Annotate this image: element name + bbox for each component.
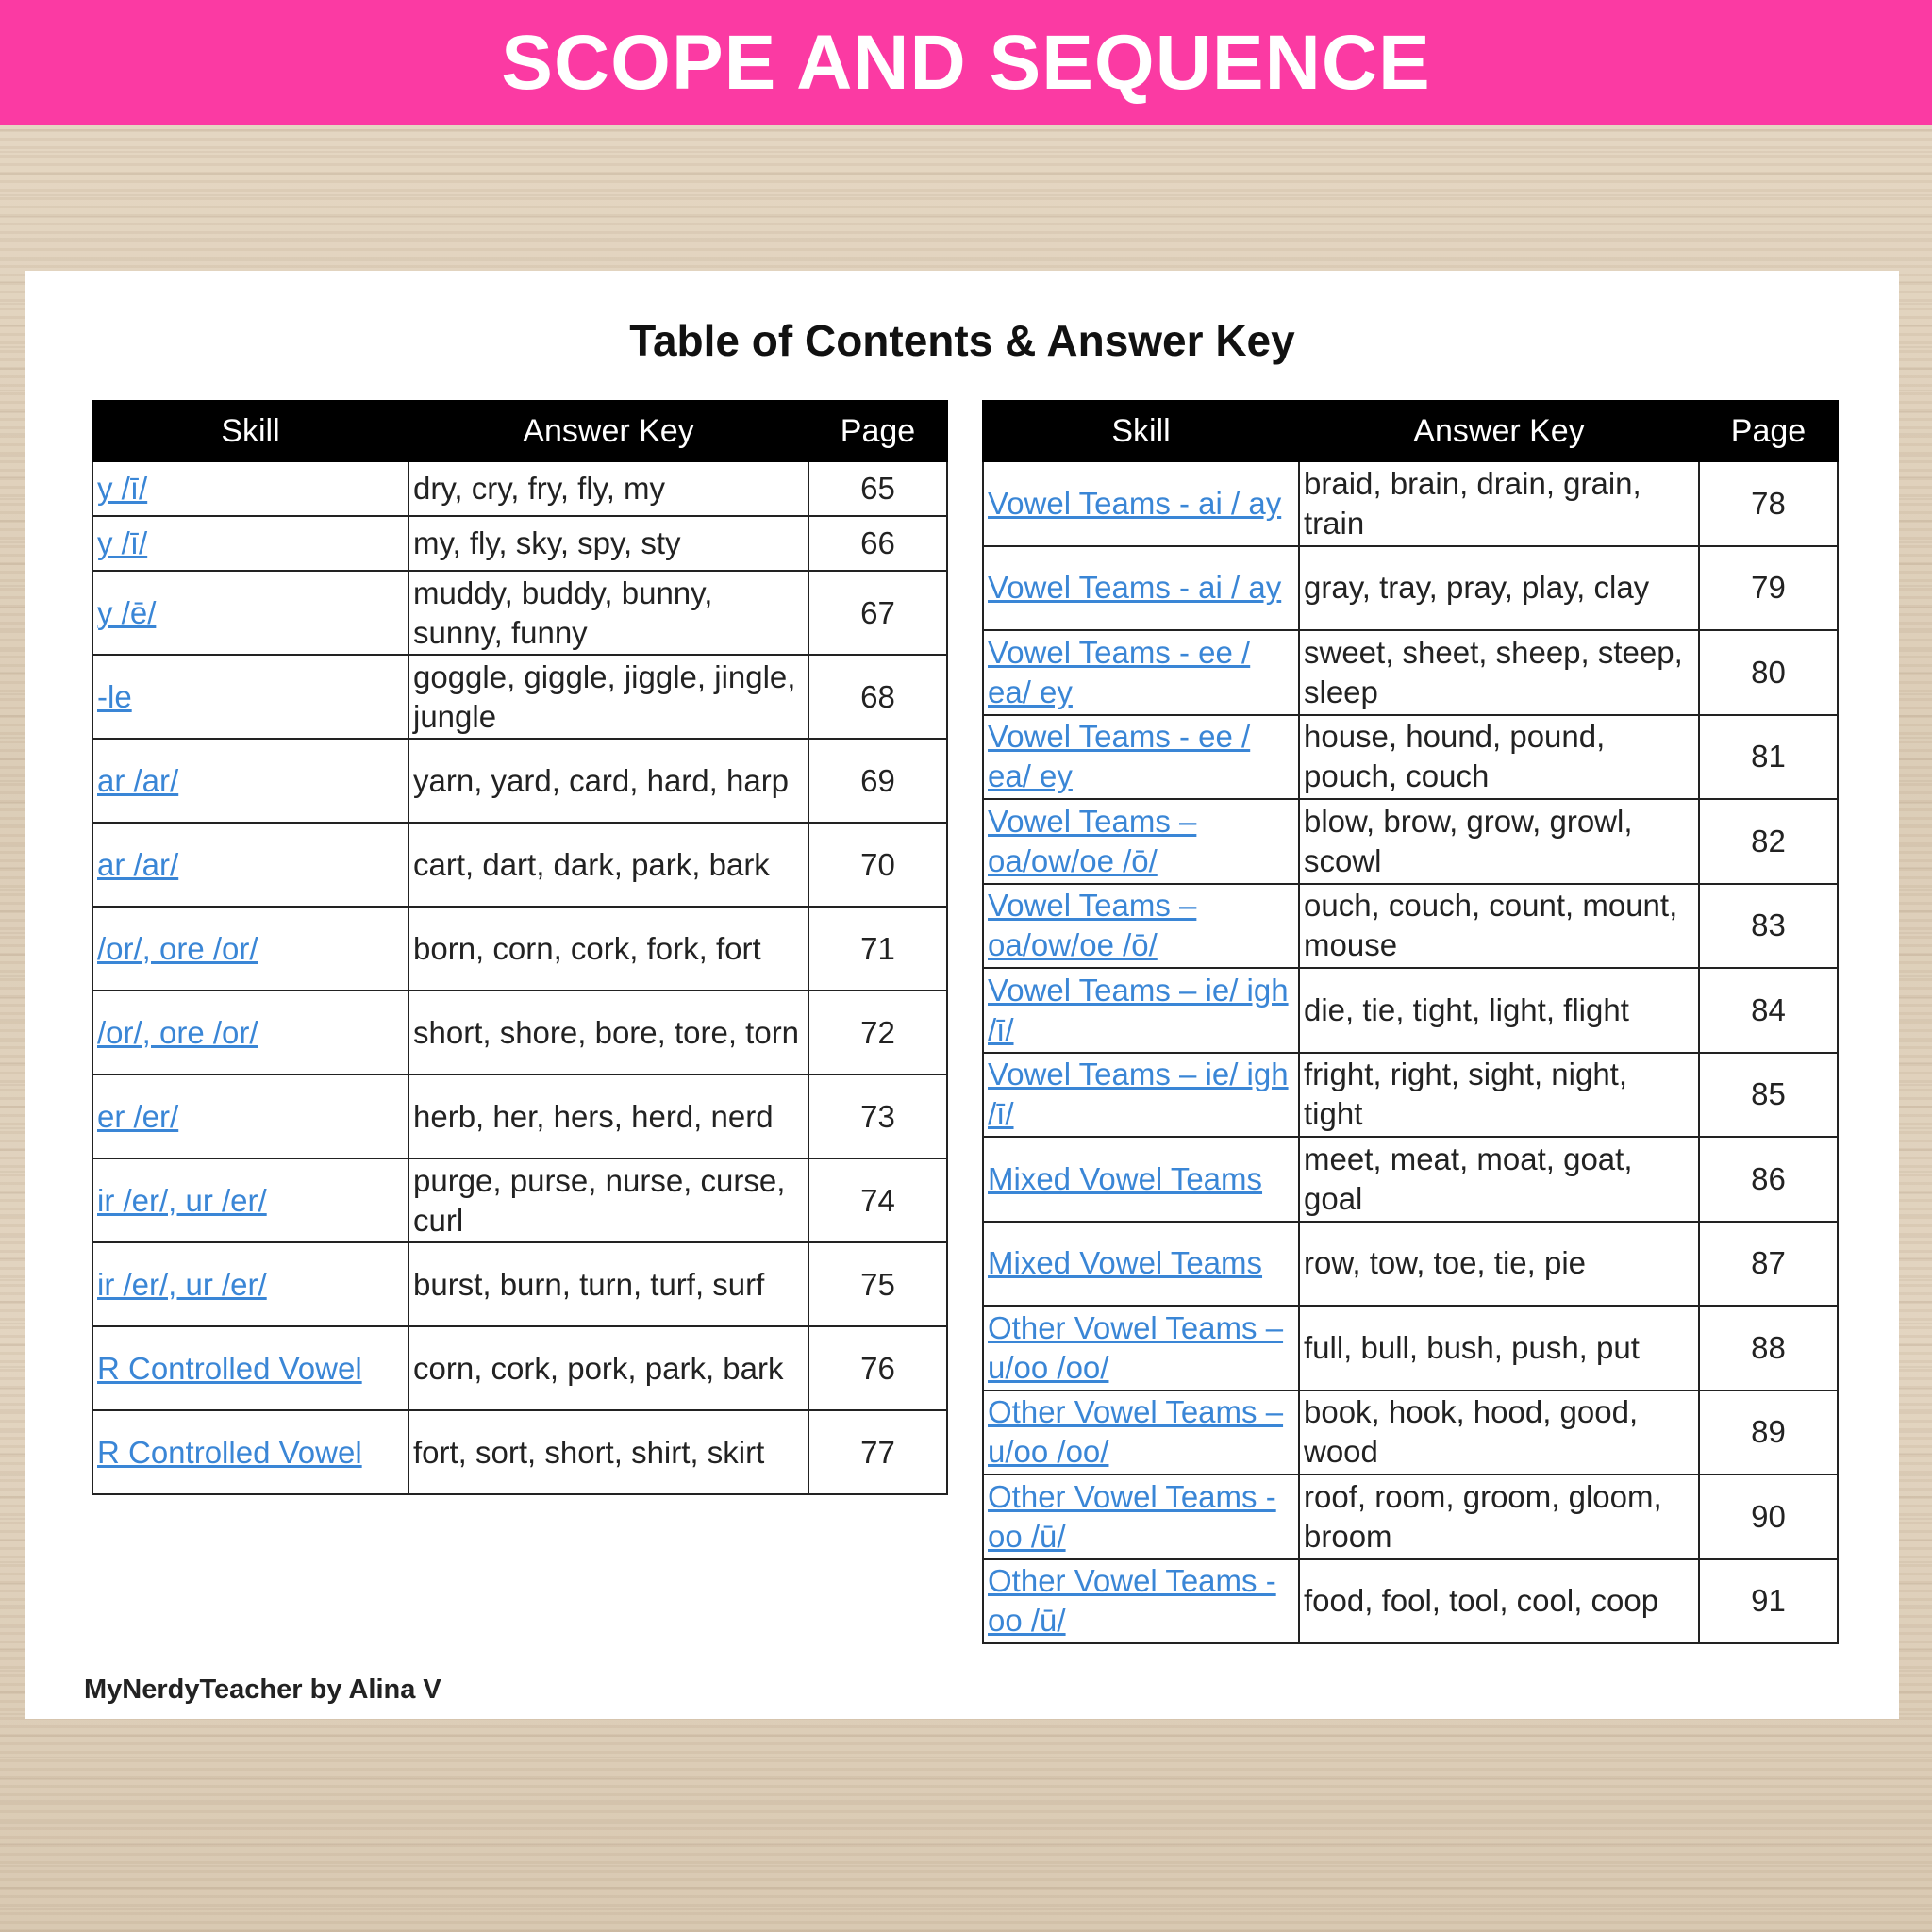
skill-cell xyxy=(92,1074,408,1158)
answer-key-cell: short, shore, bore, tore, torn xyxy=(408,991,808,1074)
skill-cell xyxy=(983,461,1299,546)
skill-link[interactable]: R Controlled Vowel xyxy=(97,1434,362,1470)
skill-cell xyxy=(983,799,1299,884)
answer-key-cell: book, hook, hood, good, wood xyxy=(1299,1391,1699,1475)
answer-key-cell: full, bull, bush, push, put xyxy=(1299,1306,1699,1391)
page-cell: 71 xyxy=(808,907,947,991)
answer-key-cell: muddy, buddy, bunny, sunny, funny xyxy=(408,571,808,655)
page-cell: 67 xyxy=(808,571,947,655)
answer-key-cell: goggle, giggle, jiggle, jingle, jungle xyxy=(408,655,808,739)
skill-cell xyxy=(983,630,1299,715)
header-answer-key: Answer Key xyxy=(408,401,808,461)
page-cell: 76 xyxy=(808,1326,947,1410)
page-cell: 82 xyxy=(1699,799,1838,884)
skill-cell xyxy=(983,884,1299,969)
answer-key-cell: burst, burn, turn, turf, surf xyxy=(408,1242,808,1326)
skill-cell xyxy=(92,1158,408,1242)
answer-key-cell: born, corn, cork, fork, fort xyxy=(408,907,808,991)
page-cell: 84 xyxy=(1699,968,1838,1053)
answer-key-cell: cart, dart, dark, park, bark xyxy=(408,823,808,907)
skill-link[interactable]: /or/, ore /or/ xyxy=(97,930,258,966)
answer-key-cell: blow, brow, grow, growl, scowl xyxy=(1299,799,1699,884)
page-cell: 87 xyxy=(1699,1222,1838,1307)
page-cell: 91 xyxy=(1699,1559,1838,1644)
answer-key-cell: yarn, yard, card, hard, harp xyxy=(408,739,808,823)
document-sheet xyxy=(25,271,1899,1719)
table-row xyxy=(92,823,947,907)
skill-link[interactable]: Vowel Teams - ee / ea/ ey xyxy=(988,634,1251,709)
skill-link[interactable]: -le xyxy=(97,678,132,714)
skill-cell xyxy=(983,1222,1299,1307)
answer-key-cell: food, fool, tool, cool, coop xyxy=(1299,1559,1699,1644)
page-cell: 88 xyxy=(1699,1306,1838,1391)
skill-link[interactable]: ar /ar/ xyxy=(97,846,179,882)
page-cell: 90 xyxy=(1699,1474,1838,1559)
skill-link[interactable]: ir /er/, ur /er/ xyxy=(97,1266,267,1302)
skill-cell xyxy=(92,1242,408,1326)
header-row xyxy=(92,401,947,461)
skill-cell xyxy=(92,991,408,1074)
skill-cell xyxy=(983,1391,1299,1475)
skill-link[interactable]: Mixed Vowel Teams xyxy=(988,1245,1263,1281)
skill-link[interactable]: Vowel Teams – oa/ow/oe /ō/ xyxy=(988,803,1197,878)
table-row xyxy=(92,655,947,739)
page-cell: 74 xyxy=(808,1158,947,1242)
table-row xyxy=(983,884,1838,969)
skill-link[interactable]: y /ī/ xyxy=(97,471,148,506)
header-page: Page xyxy=(1699,401,1838,461)
toc-table-right xyxy=(982,400,1839,1644)
table-row xyxy=(983,461,1838,546)
page-cell: 66 xyxy=(808,516,947,571)
page-cell: 68 xyxy=(808,655,947,739)
skill-link[interactable]: Other Vowel Teams – u/oo /oo/ xyxy=(988,1394,1284,1470)
skill-cell xyxy=(92,1326,408,1410)
table-row xyxy=(92,571,947,655)
page-cell: 70 xyxy=(808,823,947,907)
skill-link[interactable]: Other Vowel Teams - oo /ū/ xyxy=(988,1563,1276,1639)
answer-key-cell: row, tow, toe, tie, pie xyxy=(1299,1222,1699,1307)
skill-link[interactable]: R Controlled Vowel xyxy=(97,1350,362,1386)
header-row xyxy=(983,401,1838,461)
answer-key-cell: fright, right, sight, night, tight xyxy=(1299,1053,1699,1138)
page-cell: 75 xyxy=(808,1242,947,1326)
table-row xyxy=(92,907,947,991)
skill-cell xyxy=(983,546,1299,631)
skill-cell xyxy=(983,1306,1299,1391)
skill-cell xyxy=(983,968,1299,1053)
answer-key-cell: roof, room, groom, gloom, broom xyxy=(1299,1474,1699,1559)
table-row xyxy=(92,1158,947,1242)
skill-cell xyxy=(983,1137,1299,1222)
page-cell: 72 xyxy=(808,991,947,1074)
skill-link[interactable]: Mixed Vowel Teams xyxy=(988,1160,1263,1196)
table-row xyxy=(983,1306,1838,1391)
page-cell: 85 xyxy=(1699,1053,1838,1138)
table-row xyxy=(92,461,947,516)
answer-key-cell: braid, brain, drain, grain, train xyxy=(1299,461,1699,546)
skill-cell xyxy=(983,1474,1299,1559)
banner xyxy=(0,0,1932,125)
document-title: Table of Contents & Answer Key xyxy=(629,316,1295,365)
skill-cell xyxy=(92,516,408,571)
skill-link[interactable]: Other Vowel Teams - oo /ū/ xyxy=(988,1478,1276,1554)
skill-link[interactable]: y /ī/ xyxy=(97,525,148,560)
answer-key-cell: fort, sort, short, shirt, skirt xyxy=(408,1410,808,1494)
table-row xyxy=(92,1074,947,1158)
header-page: Page xyxy=(808,401,947,461)
page-cell: 81 xyxy=(1699,715,1838,800)
table-row xyxy=(92,739,947,823)
header-skill: Skill xyxy=(92,401,408,461)
skill-link[interactable]: er /er/ xyxy=(97,1098,179,1134)
table-row xyxy=(92,1242,947,1326)
page-cell: 80 xyxy=(1699,630,1838,715)
table-row xyxy=(983,715,1838,800)
table-row xyxy=(92,1410,947,1494)
table-row xyxy=(983,546,1838,631)
skill-link[interactable]: Vowel Teams – ie/ igh /ī/ xyxy=(988,1057,1289,1132)
header-answer-key: Answer Key xyxy=(1299,401,1699,461)
table-row xyxy=(983,1559,1838,1644)
skill-link[interactable]: Vowel Teams - ai / ay xyxy=(988,485,1282,521)
skill-link[interactable]: /or/, ore /or/ xyxy=(97,1014,258,1050)
skill-link[interactable]: ar /ar/ xyxy=(97,762,179,798)
answer-key-cell: sweet, sheet, sheep, steep, sleep xyxy=(1299,630,1699,715)
table-row xyxy=(983,1391,1838,1475)
page-cell: 89 xyxy=(1699,1391,1838,1475)
skill-link[interactable]: Vowel Teams – ie/ igh /ī/ xyxy=(988,972,1289,1047)
page-cell: 73 xyxy=(808,1074,947,1158)
answer-key-cell: die, tie, tight, light, flight xyxy=(1299,968,1699,1053)
answer-key-cell: my, fly, sky, spy, sty xyxy=(408,516,808,571)
skill-link[interactable]: Vowel Teams - ai / ay xyxy=(988,570,1282,606)
answer-key-cell: herb, her, hers, herd, nerd xyxy=(408,1074,808,1158)
skill-link[interactable]: ir /er/, ur /er/ xyxy=(97,1182,267,1218)
skill-cell xyxy=(92,461,408,516)
page-cell: 83 xyxy=(1699,884,1838,969)
answer-key-cell: purge, purse, nurse, curse, curl xyxy=(408,1158,808,1242)
skill-cell xyxy=(92,655,408,739)
skill-link[interactable]: Other Vowel Teams – u/oo /oo/ xyxy=(988,1309,1284,1385)
page-cell: 86 xyxy=(1699,1137,1838,1222)
page-cell: 78 xyxy=(1699,461,1838,546)
page-cell: 77 xyxy=(808,1410,947,1494)
toc-table-left xyxy=(92,400,948,1495)
skill-link[interactable]: y /ē/ xyxy=(97,594,157,630)
table-row xyxy=(92,1326,947,1410)
table-row xyxy=(983,630,1838,715)
skill-cell xyxy=(92,571,408,655)
footer-credit: MyNerdyTeacher by Alina V xyxy=(84,1674,441,1705)
table-row xyxy=(983,1474,1838,1559)
header-skill: Skill xyxy=(983,401,1299,461)
banner-title: SCOPE AND SEQUENCE xyxy=(501,19,1431,106)
page-cell: 79 xyxy=(1699,546,1838,631)
table-row xyxy=(983,968,1838,1053)
table-row xyxy=(92,991,947,1074)
skill-cell xyxy=(983,1053,1299,1138)
page-cell: 65 xyxy=(808,461,947,516)
skill-cell xyxy=(92,823,408,907)
skill-cell xyxy=(983,715,1299,800)
table-row xyxy=(983,1222,1838,1307)
table-row xyxy=(983,799,1838,884)
skill-cell xyxy=(92,739,408,823)
skill-link[interactable]: Vowel Teams - ee / ea/ ey xyxy=(988,719,1251,794)
answer-key-cell: corn, cork, pork, park, bark xyxy=(408,1326,808,1410)
answer-key-cell: dry, cry, fry, fly, my xyxy=(408,461,808,516)
skill-cell xyxy=(92,907,408,991)
skill-cell xyxy=(92,1410,408,1494)
answer-key-cell: meet, meat, moat, goat, goal xyxy=(1299,1137,1699,1222)
answer-key-cell: gray, tray, pray, play, clay xyxy=(1299,546,1699,631)
table-row xyxy=(983,1053,1838,1138)
table-row xyxy=(92,516,947,571)
answer-key-cell: ouch, couch, count, mount, mouse xyxy=(1299,884,1699,969)
answer-key-cell: house, hound, pound, pouch, couch xyxy=(1299,715,1699,800)
page-cell: 69 xyxy=(808,739,947,823)
skill-cell xyxy=(983,1559,1299,1644)
table-row xyxy=(983,1137,1838,1222)
skill-link[interactable]: Vowel Teams – oa/ow/oe /ō/ xyxy=(988,888,1197,963)
